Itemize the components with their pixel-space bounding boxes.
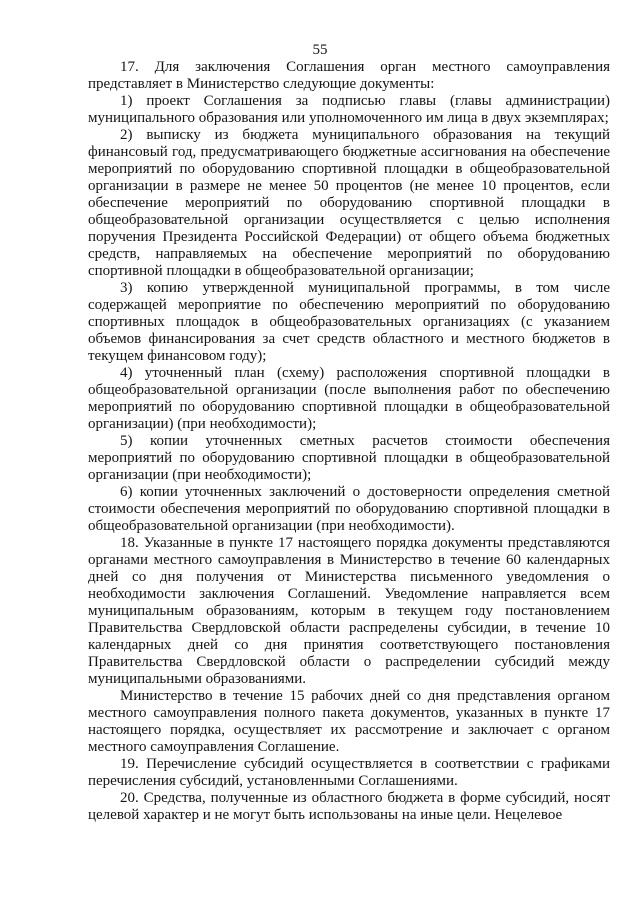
document-body — [88, 59, 610, 824]
page-number: 55 — [312, 42, 328, 58]
paragraph-18: 18. Указанные в пункте 17 настоящего порядка документы представляются органами местного самоуправления в Министерство в течение 60 календарных дней со дня получения от Министерства письменного уведомления о необходимости заключения Соглашений. Уведомление направляется всем муниципальным образованиям, которым в текущем году постановлением Правительства Свердловской области распределены субсидии, в течение 10 календарных дней со дня принятия соответствующего постановления Правительства Свердловской области о распределении субсидий между муниципальными образованиями. — [88, 535, 610, 687]
paragraph-17-item-3: 3) копию утвержденной муниципальной программы, в том числе содержащей мероприятие по обеспечению мероприятий по оборудованию спортивных площадок в общеобразовательных организациях (с указанием объемов финансирования за счет средств областного и местного бюджетов в текущем финансовом году); — [88, 280, 610, 364]
paragraph-20: 20. Средства, полученные из областного бюджета в форме субсидий, носят целевой характер и не могут быть использованы на иные цели. Нецелевое — [88, 790, 610, 823]
paragraph-17-item-4: 4) уточненный план (схему) расположения спортивной площадки в общеобразовательной организации (после выполнения работ по обеспечению мероприятий по оборудованию спортивной площадки в общеобразовательной организации) (при необходимости); — [88, 365, 610, 432]
paragraph-17-item-6: 6) копии уточненных заключений о достоверности определения сметной стоимости обеспечения мероприятий по оборудованию спортивной площадки в общеобразовательной организации (при необходимости). — [88, 484, 610, 534]
paragraph-18-continuation: Министерство в течение 15 рабочих дней со дня представления органом местного самоуправления полного пакета документов, указанных в пункте 17 настоящего порядка, осуществляет их рассмотрение и заключает с органом местного самоуправления Соглашение. — [88, 688, 610, 755]
paragraph-17-item-1: 1) проект Соглашения за подписью главы (главы администрации) муниципального образования или уполномоченного им лица в двух экземплярах; — [88, 93, 610, 126]
paragraph-17-item-2: 2) выписку из бюджета муниципального образования на текущий финансовый год, предусматривающего бюджетные ассигнования на обеспечение мероприятий по оборудованию спортивной площадки в общеобразовательной организации в размере не менее 50 процентов (не менее 10 процентов, если обеспечение мероприятий по оборудованию спортивной площадки в общеобразовательной организации осуществляется с целью исполнения поручения Президента Российской Федерации) от общего объема бюджетных средств, направляемых на обеспечение мероприятий по оборудованию спортивной площадки в общеобразовательной организации; — [88, 127, 610, 279]
paragraph-17: 17. Для заключения Соглашения орган местного самоуправления представляет в Министерство следующие документы: — [88, 59, 610, 92]
paragraph-17-item-5: 5) копии уточненных сметных расчетов стоимости обеспечения мероприятий по оборудованию спортивной площадки в общеобразовательной организации (при необходимости); — [88, 433, 610, 483]
paragraph-19: 19. Перечисление субсидий осуществляется в соответствии с графиками перечисления субсидий, установленными Соглашениями. — [88, 756, 610, 789]
